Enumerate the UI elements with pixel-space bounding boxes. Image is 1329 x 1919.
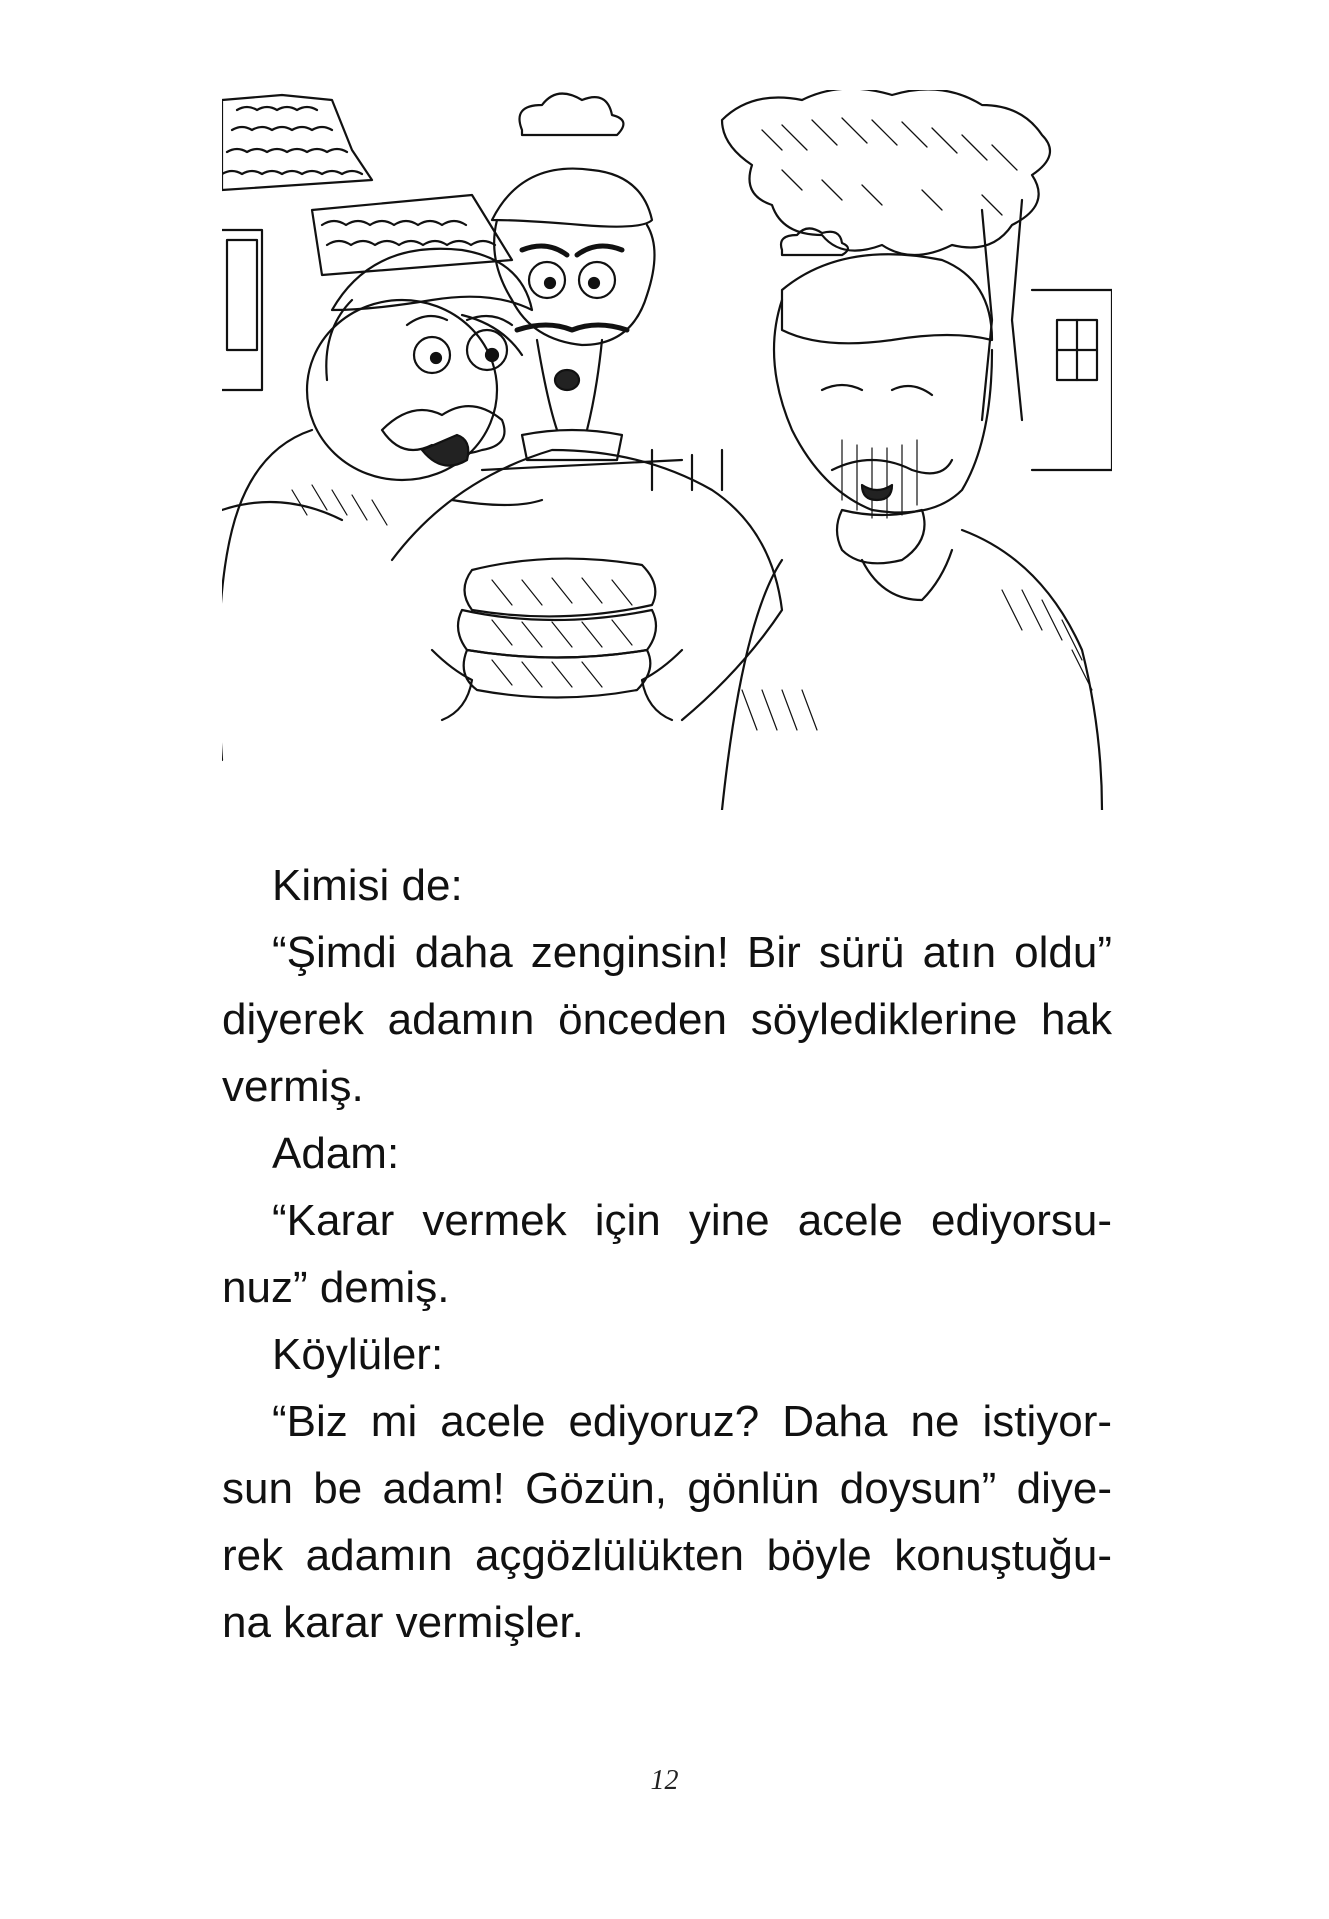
text-line: diyerek adamın önceden söylediklerine hak [222, 995, 1112, 1044]
text-line: “Karar vermek için yine acele ediyorsu- [272, 1196, 1112, 1245]
story-text [222, 852, 1112, 1656]
illustration [222, 90, 1112, 810]
text-line: sun be adam! Gözün, gönlün doysun” diye- [222, 1464, 1112, 1513]
paragraph [222, 919, 1112, 1120]
paragraph [222, 1321, 1112, 1388]
text-line: “Şimdi daha zenginsin! Bir sürü atın oldu” [272, 928, 1112, 977]
paragraph [222, 1187, 1112, 1321]
paragraph [222, 852, 1112, 919]
three-men-illustration-icon [222, 90, 1112, 810]
text-line: “Biz mi acele ediyoruz? Daha ne istiyor- [272, 1397, 1112, 1446]
text-line: Adam: [272, 1129, 400, 1178]
text-line: Köylüler: [272, 1330, 444, 1379]
text-line: Kimisi de: [272, 861, 463, 910]
page-number: 12 [650, 1765, 679, 1796]
text-line: nuz” demiş. [222, 1263, 450, 1312]
paragraph [222, 1388, 1112, 1656]
paragraph [222, 1120, 1112, 1187]
text-line: na karar vermişler. [222, 1598, 584, 1647]
text-line: rek adamın açgözlülükten böyle konuştuğu- [222, 1531, 1112, 1580]
text-line: vermiş. [222, 1062, 364, 1111]
